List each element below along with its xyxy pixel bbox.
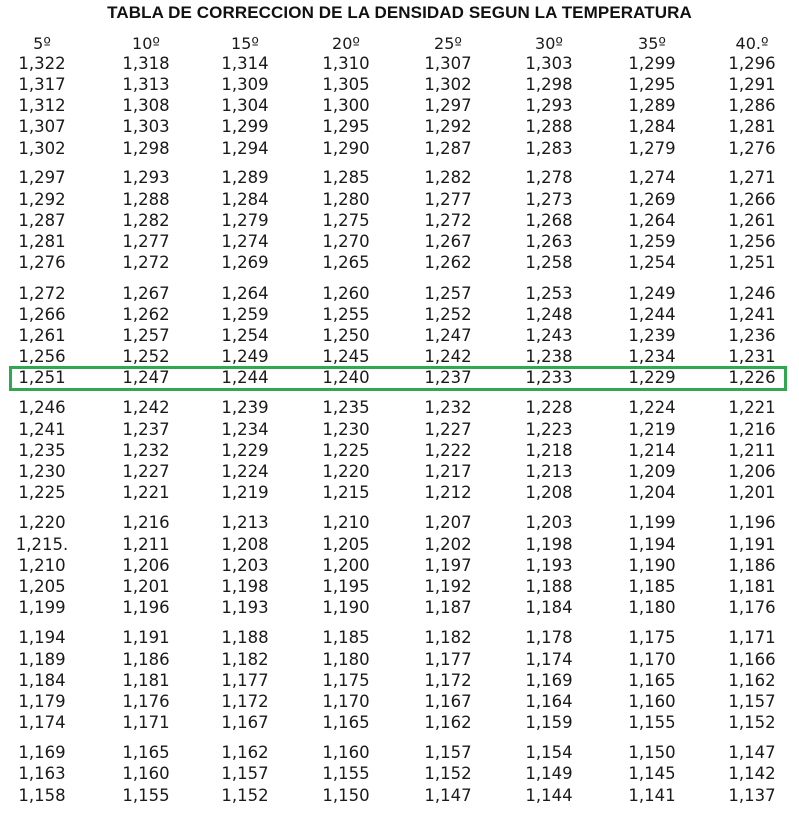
table-cell: 1,149 bbox=[525, 764, 573, 783]
table-cell: 1,274 bbox=[628, 168, 676, 187]
table-cell: 1,179 bbox=[18, 692, 66, 711]
table-cell: 1,237 bbox=[122, 420, 170, 439]
table-cell: 1,272 bbox=[18, 284, 66, 303]
table-cell: 1,307 bbox=[18, 117, 66, 136]
table-cell: 1,154 bbox=[525, 743, 573, 762]
table-cell: 1,175 bbox=[628, 628, 676, 647]
table-cell: 1,237 bbox=[424, 368, 472, 387]
table-cell: 1,188 bbox=[221, 628, 269, 647]
table-cell: 1,249 bbox=[628, 284, 676, 303]
table-cell: 1,224 bbox=[628, 398, 676, 417]
table-cell: 1,155 bbox=[322, 764, 370, 783]
column-header: 10º bbox=[132, 34, 160, 53]
table-cell: 1,202 bbox=[424, 535, 472, 554]
table-cell: 1,203 bbox=[221, 556, 269, 575]
table-cell: 1,210 bbox=[18, 556, 66, 575]
table-cell: 1,278 bbox=[525, 168, 573, 187]
table-cell: 1,172 bbox=[424, 671, 472, 690]
table-cell: 1,304 bbox=[221, 96, 269, 115]
table-cell: 1,208 bbox=[221, 535, 269, 554]
table-cell: 1,144 bbox=[525, 786, 573, 805]
table-cell: 1,186 bbox=[122, 650, 170, 669]
table-cell: 1,167 bbox=[221, 713, 269, 732]
table-cell: 1,137 bbox=[728, 786, 776, 805]
table-cell: 1,186 bbox=[728, 556, 776, 575]
table-cell: 1,169 bbox=[525, 671, 573, 690]
table-cell: 1,193 bbox=[525, 556, 573, 575]
table-cell: 1,285 bbox=[322, 168, 370, 187]
table-cell: 1,298 bbox=[122, 139, 170, 158]
table-cell: 1,296 bbox=[728, 54, 776, 73]
table-cell: 1,160 bbox=[628, 692, 676, 711]
table-cell: 1,295 bbox=[322, 117, 370, 136]
table-cell: 1,288 bbox=[525, 117, 573, 136]
table-cell: 1,241 bbox=[728, 305, 776, 324]
table-cell: 1,267 bbox=[122, 284, 170, 303]
table-cell: 1,182 bbox=[424, 628, 472, 647]
table-cell: 1,253 bbox=[525, 284, 573, 303]
table-cell: 1,165 bbox=[628, 671, 676, 690]
table-cell: 1,309 bbox=[221, 75, 269, 94]
table-cell: 1,293 bbox=[525, 96, 573, 115]
table-cell: 1,219 bbox=[628, 420, 676, 439]
table-cell: 1,142 bbox=[728, 764, 776, 783]
table-cell: 1,197 bbox=[424, 556, 472, 575]
table-cell: 1,271 bbox=[728, 168, 776, 187]
table-cell: 1,307 bbox=[424, 54, 472, 73]
table-cell: 1,228 bbox=[525, 398, 573, 417]
table-cell: 1,281 bbox=[728, 117, 776, 136]
table-cell: 1,288 bbox=[122, 190, 170, 209]
table-cell: 1,257 bbox=[424, 284, 472, 303]
table-cell: 1,279 bbox=[628, 139, 676, 158]
column-header: 25º bbox=[434, 34, 462, 53]
table-cell: 1,220 bbox=[18, 513, 66, 532]
table-cell: 1,287 bbox=[424, 139, 472, 158]
table-cell: 1,277 bbox=[122, 232, 170, 251]
table-cell: 1,269 bbox=[628, 190, 676, 209]
table-cell: 1,205 bbox=[322, 535, 370, 554]
table-cell: 1,236 bbox=[728, 326, 776, 345]
table-cell: 1,268 bbox=[525, 211, 573, 230]
table-cell: 1,147 bbox=[728, 743, 776, 762]
table-cell: 1,201 bbox=[728, 483, 776, 502]
table-cell: 1,212 bbox=[424, 483, 472, 502]
table-cell: 1,182 bbox=[221, 650, 269, 669]
table-cell: 1,172 bbox=[221, 692, 269, 711]
column-header: 20º bbox=[332, 34, 360, 53]
table-cell: 1,284 bbox=[221, 190, 269, 209]
table-cell: 1,254 bbox=[628, 253, 676, 272]
table-cell: 1,286 bbox=[728, 96, 776, 115]
column-header: 15º bbox=[231, 34, 259, 53]
table-cell: 1,270 bbox=[322, 232, 370, 251]
table-cell: 1,276 bbox=[18, 253, 66, 272]
table-cell: 1,293 bbox=[122, 168, 170, 187]
table-cell: 1,299 bbox=[221, 117, 269, 136]
table-cell: 1,257 bbox=[122, 326, 170, 345]
table-cell: 1,255 bbox=[322, 305, 370, 324]
table-cell: 1,175 bbox=[322, 671, 370, 690]
table-cell: 1,292 bbox=[18, 190, 66, 209]
table-cell: 1,289 bbox=[628, 96, 676, 115]
table-cell: 1,314 bbox=[221, 54, 269, 73]
table-cell: 1,234 bbox=[628, 347, 676, 366]
table-cell: 1,244 bbox=[221, 368, 269, 387]
table-cell: 1,170 bbox=[628, 650, 676, 669]
table-cell: 1,216 bbox=[728, 420, 776, 439]
table-cell: 1,261 bbox=[728, 211, 776, 230]
table-cell: 1,209 bbox=[628, 462, 676, 481]
table-cell: 1,176 bbox=[728, 598, 776, 617]
table-cell: 1,292 bbox=[424, 117, 472, 136]
table-cell: 1,280 bbox=[322, 190, 370, 209]
table-cell: 1,317 bbox=[18, 75, 66, 94]
table-cell: 1,206 bbox=[122, 556, 170, 575]
table-cell: 1,252 bbox=[424, 305, 472, 324]
table-cell: 1,158 bbox=[18, 786, 66, 805]
table-cell: 1,163 bbox=[18, 764, 66, 783]
table-cell: 1,157 bbox=[221, 764, 269, 783]
table-cell: 1,222 bbox=[424, 441, 472, 460]
table-cell: 1,165 bbox=[322, 713, 370, 732]
table-cell: 1,201 bbox=[122, 577, 170, 596]
table-cell: 1,227 bbox=[122, 462, 170, 481]
table-cell: 1,297 bbox=[18, 168, 66, 187]
table-cell: 1,174 bbox=[525, 650, 573, 669]
table-cell: 1,269 bbox=[221, 253, 269, 272]
table-cell: 1,193 bbox=[221, 598, 269, 617]
table-cell: 1,210 bbox=[322, 513, 370, 532]
table-cell: 1,233 bbox=[525, 368, 573, 387]
table-cell: 1,194 bbox=[18, 628, 66, 647]
table-cell: 1,199 bbox=[18, 598, 66, 617]
table-cell: 1,171 bbox=[728, 628, 776, 647]
table-cell: 1,297 bbox=[424, 96, 472, 115]
table-cell: 1,252 bbox=[122, 347, 170, 366]
table-cell: 1,152 bbox=[221, 786, 269, 805]
table-cell: 1,251 bbox=[18, 368, 66, 387]
table-cell: 1,166 bbox=[728, 650, 776, 669]
table-cell: 1,248 bbox=[525, 305, 573, 324]
table-cell: 1,211 bbox=[122, 535, 170, 554]
table-cell: 1,259 bbox=[628, 232, 676, 251]
table-cell: 1,159 bbox=[525, 713, 573, 732]
table-cell: 1,221 bbox=[728, 398, 776, 417]
table-cell: 1,266 bbox=[728, 190, 776, 209]
table-cell: 1,284 bbox=[628, 117, 676, 136]
table-cell: 1,211 bbox=[728, 441, 776, 460]
table-cell: 1,282 bbox=[424, 168, 472, 187]
table-cell: 1,287 bbox=[18, 211, 66, 230]
table-cell: 1,294 bbox=[221, 139, 269, 158]
table-cell: 1,266 bbox=[18, 305, 66, 324]
table-cell: 1,239 bbox=[221, 398, 269, 417]
table-cell: 1,244 bbox=[628, 305, 676, 324]
table-cell: 1,220 bbox=[322, 462, 370, 481]
table-cell: 1,198 bbox=[221, 577, 269, 596]
table-cell: 1,242 bbox=[424, 347, 472, 366]
table-cell: 1,235 bbox=[322, 398, 370, 417]
table-cell: 1,230 bbox=[322, 420, 370, 439]
table-cell: 1,240 bbox=[322, 368, 370, 387]
table-cell: 1,191 bbox=[728, 535, 776, 554]
table-cell: 1,184 bbox=[525, 598, 573, 617]
table-cell: 1,273 bbox=[525, 190, 573, 209]
table-cell: 1,232 bbox=[122, 441, 170, 460]
table-cell: 1,238 bbox=[525, 347, 573, 366]
table-cell: 1,221 bbox=[122, 483, 170, 502]
table-cell: 1,185 bbox=[322, 628, 370, 647]
table-cell: 1,312 bbox=[18, 96, 66, 115]
table-cell: 1,239 bbox=[628, 326, 676, 345]
table-cell: 1,152 bbox=[728, 713, 776, 732]
table-cell: 1,246 bbox=[728, 284, 776, 303]
table-cell: 1,208 bbox=[525, 483, 573, 502]
table-cell: 1,196 bbox=[728, 513, 776, 532]
table-cell: 1,187 bbox=[424, 598, 472, 617]
table-cell: 1,232 bbox=[424, 398, 472, 417]
table-cell: 1,203 bbox=[525, 513, 573, 532]
table-cell: 1,162 bbox=[221, 743, 269, 762]
table-cell: 1,180 bbox=[322, 650, 370, 669]
table-cell: 1,185 bbox=[628, 577, 676, 596]
table-cell: 1,157 bbox=[424, 743, 472, 762]
table-cell: 1,243 bbox=[525, 326, 573, 345]
table-cell: 1,225 bbox=[18, 483, 66, 502]
table-cell: 1,177 bbox=[221, 671, 269, 690]
table-cell: 1,318 bbox=[122, 54, 170, 73]
table-cell: 1,200 bbox=[322, 556, 370, 575]
table-cell: 1,162 bbox=[728, 671, 776, 690]
table-cell: 1,247 bbox=[122, 368, 170, 387]
column-header: 35º bbox=[638, 34, 666, 53]
highlighted-row-frame bbox=[9, 366, 787, 391]
table-cell: 1,290 bbox=[322, 139, 370, 158]
table-cell: 1,160 bbox=[122, 764, 170, 783]
table-cell: 1,303 bbox=[525, 54, 573, 73]
table-cell: 1,305 bbox=[322, 75, 370, 94]
table-cell: 1,141 bbox=[628, 786, 676, 805]
table-cell: 1,274 bbox=[221, 232, 269, 251]
table-cell: 1,276 bbox=[728, 139, 776, 158]
table-cell: 1,279 bbox=[221, 211, 269, 230]
table-cell: 1,207 bbox=[424, 513, 472, 532]
table-cell: 1,157 bbox=[728, 692, 776, 711]
table-cell: 1,167 bbox=[424, 692, 472, 711]
table-cell: 1,281 bbox=[18, 232, 66, 251]
table-title: TABLA DE CORRECCION DE LA DENSIDAD SEGUN LA TEMPERATURA bbox=[107, 3, 692, 22]
table-cell: 1,196 bbox=[122, 598, 170, 617]
table-cell: 1,223 bbox=[525, 420, 573, 439]
table-cell: 1,155 bbox=[628, 713, 676, 732]
table-cell: 1,155 bbox=[122, 786, 170, 805]
table-cell: 1,282 bbox=[122, 211, 170, 230]
table-cell: 1,260 bbox=[322, 284, 370, 303]
table-cell: 1,181 bbox=[728, 577, 776, 596]
table-cell: 1,169 bbox=[18, 743, 66, 762]
table-cell: 1,160 bbox=[322, 743, 370, 762]
table-cell: 1,224 bbox=[221, 462, 269, 481]
table-cell: 1,250 bbox=[322, 326, 370, 345]
table-cell: 1,194 bbox=[628, 535, 676, 554]
table-cell: 1,150 bbox=[322, 786, 370, 805]
table-cell: 1,162 bbox=[424, 713, 472, 732]
table-cell: 1,219 bbox=[221, 483, 269, 502]
table-cell: 1,213 bbox=[221, 513, 269, 532]
table-cell: 1,302 bbox=[18, 139, 66, 158]
table-cell: 1,191 bbox=[122, 628, 170, 647]
table-cell: 1,263 bbox=[525, 232, 573, 251]
table-cell: 1,188 bbox=[525, 577, 573, 596]
table-cell: 1,170 bbox=[322, 692, 370, 711]
table-cell: 1,198 bbox=[525, 535, 573, 554]
table-cell: 1,178 bbox=[525, 628, 573, 647]
table-cell: 1,262 bbox=[122, 305, 170, 324]
table-cell: 1,254 bbox=[221, 326, 269, 345]
table-cell: 1,214 bbox=[628, 441, 676, 460]
table-cell: 1,303 bbox=[122, 117, 170, 136]
table-cell: 1,218 bbox=[525, 441, 573, 460]
table-cell: 1,229 bbox=[221, 441, 269, 460]
table-cell: 1,235 bbox=[18, 441, 66, 460]
table-cell: 1,264 bbox=[221, 284, 269, 303]
table-cell: 1,283 bbox=[525, 139, 573, 158]
table-cell: 1,226 bbox=[728, 368, 776, 387]
table-cell: 1,227 bbox=[424, 420, 472, 439]
table-cell: 1,225 bbox=[322, 441, 370, 460]
table-cell: 1,267 bbox=[424, 232, 472, 251]
table-cell: 1,272 bbox=[122, 253, 170, 272]
column-header: 40.º bbox=[735, 34, 769, 53]
table-cell: 1,190 bbox=[322, 598, 370, 617]
table-cell: 1,234 bbox=[221, 420, 269, 439]
table-cell: 1,190 bbox=[628, 556, 676, 575]
table-cell: 1,256 bbox=[728, 232, 776, 251]
table-cell: 1,177 bbox=[424, 650, 472, 669]
table-cell: 1,195 bbox=[322, 577, 370, 596]
table-cell: 1,145 bbox=[628, 764, 676, 783]
table-cell: 1,322 bbox=[18, 54, 66, 73]
table-cell: 1,246 bbox=[18, 398, 66, 417]
table-cell: 1,206 bbox=[728, 462, 776, 481]
table-cell: 1,295 bbox=[628, 75, 676, 94]
table-cell: 1,180 bbox=[628, 598, 676, 617]
table-cell: 1,176 bbox=[122, 692, 170, 711]
table-cell: 1,215. bbox=[15, 535, 69, 554]
table-cell: 1,216 bbox=[122, 513, 170, 532]
table-cell: 1,245 bbox=[322, 347, 370, 366]
table-cell: 1,150 bbox=[628, 743, 676, 762]
table-cell: 1,184 bbox=[18, 671, 66, 690]
table-cell: 1,230 bbox=[18, 462, 66, 481]
table-cell: 1,259 bbox=[221, 305, 269, 324]
table-cell: 1,289 bbox=[221, 168, 269, 187]
table-cell: 1,277 bbox=[424, 190, 472, 209]
table-cell: 1,262 bbox=[424, 253, 472, 272]
table-cell: 1,258 bbox=[525, 253, 573, 272]
column-header: 5º bbox=[33, 34, 51, 53]
table-cell: 1,152 bbox=[424, 764, 472, 783]
table-cell: 1,164 bbox=[525, 692, 573, 711]
table-cell: 1,147 bbox=[424, 786, 472, 805]
table-cell: 1,215 bbox=[322, 483, 370, 502]
table-cell: 1,171 bbox=[122, 713, 170, 732]
table-cell: 1,256 bbox=[18, 347, 66, 366]
table-cell: 1,229 bbox=[628, 368, 676, 387]
table-cell: 1,302 bbox=[424, 75, 472, 94]
table-cell: 1,310 bbox=[322, 54, 370, 73]
table-cell: 1,242 bbox=[122, 398, 170, 417]
table-cell: 1,291 bbox=[728, 75, 776, 94]
table-cell: 1,299 bbox=[628, 54, 676, 73]
table-cell: 1,298 bbox=[525, 75, 573, 94]
table-cell: 1,241 bbox=[18, 420, 66, 439]
table-cell: 1,251 bbox=[728, 253, 776, 272]
table-cell: 1,265 bbox=[322, 253, 370, 272]
table-cell: 1,249 bbox=[221, 347, 269, 366]
table-cell: 1,199 bbox=[628, 513, 676, 532]
table-cell: 1,247 bbox=[424, 326, 472, 345]
table-cell: 1,204 bbox=[628, 483, 676, 502]
table-cell: 1,300 bbox=[322, 96, 370, 115]
table-cell: 1,308 bbox=[122, 96, 170, 115]
table-cell: 1,192 bbox=[424, 577, 472, 596]
table-cell: 1,313 bbox=[122, 75, 170, 94]
table-cell: 1,174 bbox=[18, 713, 66, 732]
column-header: 30º bbox=[535, 34, 563, 53]
table-cell: 1,213 bbox=[525, 462, 573, 481]
table-cell: 1,275 bbox=[322, 211, 370, 230]
table-cell: 1,205 bbox=[18, 577, 66, 596]
table-cell: 1,272 bbox=[424, 211, 472, 230]
table-cell: 1,231 bbox=[728, 347, 776, 366]
table-cell: 1,165 bbox=[122, 743, 170, 762]
table-cell: 1,261 bbox=[18, 326, 66, 345]
table-cell: 1,264 bbox=[628, 211, 676, 230]
table-cell: 1,217 bbox=[424, 462, 472, 481]
table-cell: 1,181 bbox=[122, 671, 170, 690]
table-cell: 1,189 bbox=[18, 650, 66, 669]
